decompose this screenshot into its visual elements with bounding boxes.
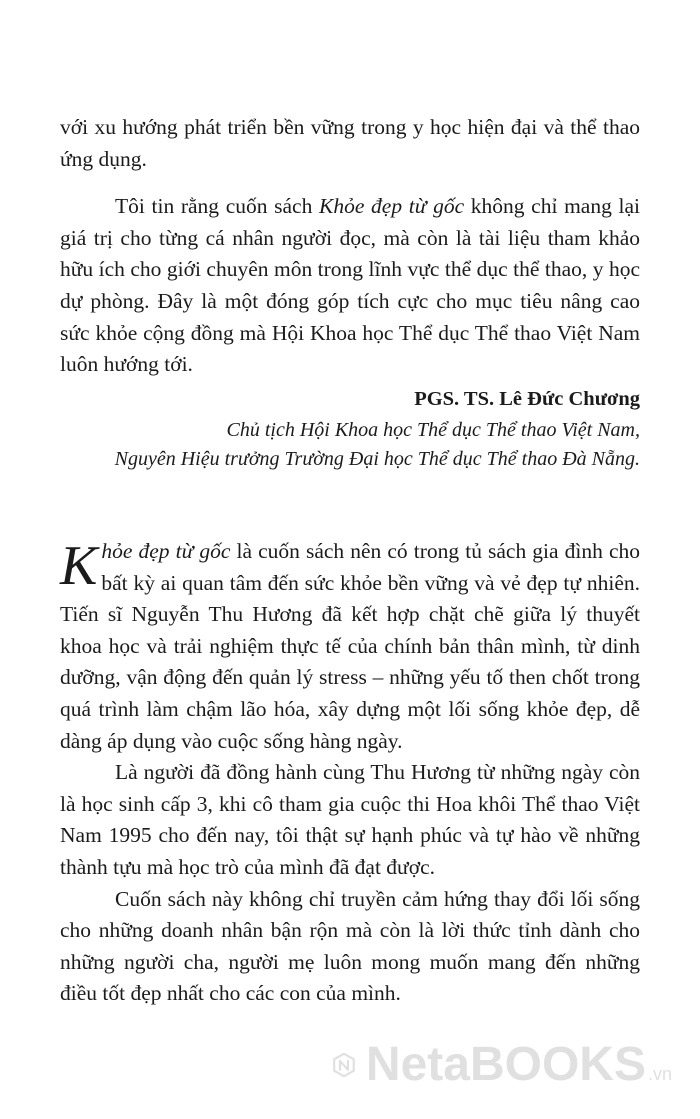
signature-role-2: Nguyên Hiệu trưởng Trường Đại học Thể dục Thể thao Đà Nẵng.: [114, 448, 640, 470]
watermark-suffix: .vn: [647, 1064, 672, 1084]
section1-paragraph-1: với xu hướng phát triển bền vững trong y học hiện đại và thể thao ứng dụng.: [60, 115, 640, 171]
signature-name: PGS. TS. Lê Đức Chương: [414, 388, 640, 410]
section2-paragraph-3: Cuốn sách này không chỉ truyền cảm hứng thay đổi lối sống cho những doanh nhân bận rộn mà còn là lời thức tỉnh dành cho những người cha, người mẹ luôn mong muốn mang đến những điều tốt đẹp nhất cho các con của mình.: [60, 886, 640, 1006]
signature-block: [40, 385, 640, 474]
netabooks-logo-icon: [332, 1032, 356, 1098]
watermark-brand-text: [365, 1038, 672, 1091]
para2-before: Tôi tin rằng cuốn sách: [115, 194, 319, 219]
section2-text: [60, 536, 640, 1010]
dropcap-letter: K: [60, 535, 98, 597]
section1-text: [60, 112, 640, 381]
watermark-brand: NetaBOOKS: [365, 1038, 646, 1091]
section2-paragraph-1: [60, 536, 640, 757]
book-title-italic: Khỏe đẹp từ gốc: [319, 194, 465, 219]
netabooks-watermark: [332, 1025, 672, 1105]
section2-paragraph-2: Là người đã đồng hành cùng Thu Hương từ những ngày còn là học sinh cấp 3, khi cô tham gia cuộc thi Hoa khôi Thể thao Việt Nam 1995 cho đến nay, tôi thật sự hạnh phúc và tự hào về những thành tựu mà học trò của mình đã đạt được.: [60, 760, 640, 879]
section2-paragraph-1-body: là cuốn sách nên có trong tủ sách gia đình cho bất kỳ ai quan tâm đến sức khỏe bền vững và vẻ đẹp tự nhiên. Tiến sĩ Nguyễn Thu Hương đã kết hợp chặt chẽ giữa lý thuyết khoa học và trải nghiệm thực tế của chính bản thân mình, từ dinh dưỡng, vận động đến quản lý stress – những yếu tố then chốt trong quá trình làm chậm lão hóa, xây dựng một lối sống khỏe đẹp, dễ dàng áp dụng vào cuộc sống hàng ngày.: [60, 539, 640, 753]
signature-role-1: Chủ tịch Hội Khoa học Thể dục Thể thao Việt Nam,: [226, 419, 640, 441]
section1-paragraph-2: [60, 191, 640, 381]
para2-after: không chỉ mang lại giá trị cho từng cá nhân người đọc, mà còn là tài liệu tham khảo hữu ích cho giới chuyên môn trong lĩnh vực thể dục thể thao, y học dự phòng. Đây là một đóng góp tích cực cho mục tiêu nâng cao sức khỏe cộng đồng mà Hội Khoa học Thể dục Thể thao Việt Nam luôn hướng tới.: [60, 194, 640, 377]
book-title-italic-2: hỏe đẹp từ gốc: [101, 539, 231, 563]
